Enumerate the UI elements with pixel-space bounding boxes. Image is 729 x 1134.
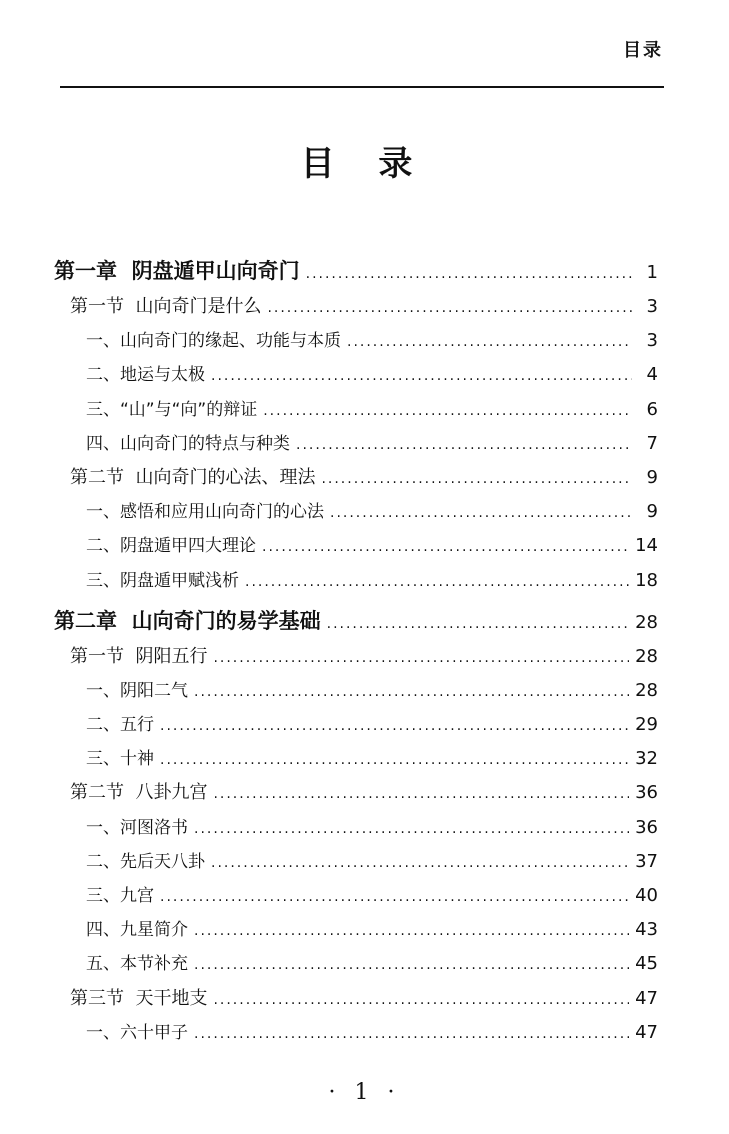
toc-label: 第一节 山向奇门是什么 (70, 296, 262, 317)
toc-item[interactable] (0, 845, 729, 879)
toc-page-number: 28 (635, 679, 658, 701)
toc-label: 一、六十甲子 (86, 1022, 188, 1043)
dot-leader (327, 605, 629, 643)
page-title: 目 录 (300, 144, 429, 184)
dot-leader (347, 325, 632, 359)
dot-leader (160, 743, 629, 777)
toc-item[interactable] (0, 324, 729, 358)
header-rule (60, 86, 664, 88)
toc-item[interactable] (0, 708, 729, 742)
dot-leader (211, 846, 629, 880)
dot-leader (211, 359, 632, 393)
toc-label: 一、感悟和应用山向奇门的心法 (86, 502, 324, 523)
dot-leader (160, 709, 629, 743)
dot-leader (321, 462, 632, 496)
dot-leader (330, 496, 632, 530)
toc-page-number: 36 (635, 816, 658, 838)
toc-item[interactable] (0, 358, 729, 392)
dot-leader (160, 880, 629, 914)
dot-leader (213, 641, 629, 675)
running-head-title: 目录 (623, 40, 663, 61)
toc-item[interactable] (0, 879, 729, 913)
dot-leader (296, 428, 632, 462)
toc-label: 二、阴盘遁甲四大理论 (86, 536, 256, 557)
toc-label: 五、本节补充 (86, 954, 188, 975)
toc-section[interactable] (0, 776, 729, 810)
toc-page-number: 4 (646, 364, 658, 386)
toc-chapter[interactable] (0, 252, 729, 290)
toc-label: 二、地运与太极 (86, 365, 205, 386)
dot-leader (194, 948, 629, 982)
toc-item[interactable] (0, 947, 729, 981)
toc-label: 第一章 阴盘遁甲山向奇门 (54, 259, 300, 283)
dot-leader (194, 812, 629, 846)
toc-page-number: 9 (646, 466, 658, 488)
toc-label: 四、山向奇门的特点与种类 (86, 433, 290, 454)
dot-leader (194, 1017, 629, 1051)
toc-item[interactable] (0, 1016, 729, 1050)
dot-leader (194, 675, 629, 709)
toc-label: 第一节 阴阳五行 (70, 645, 208, 667)
dot-leader (262, 530, 629, 564)
toc-section[interactable] (0, 461, 729, 495)
toc-page-number: 14 (635, 535, 658, 557)
toc-item[interactable] (0, 564, 729, 598)
toc-page-number: 29 (635, 714, 658, 736)
toc-label: 四、九星简介 (86, 920, 188, 941)
toc-item[interactable] (0, 674, 729, 708)
toc-page-number: 3 (646, 296, 658, 317)
dot-leader (306, 255, 632, 293)
dot-leader (245, 565, 629, 599)
toc-page-number: 45 (635, 953, 658, 975)
toc-page-number: 37 (635, 850, 658, 872)
toc-item[interactable] (0, 393, 729, 427)
toc-label: 二、五行 (86, 715, 154, 736)
toc-label: 第三节 天干地支 (70, 987, 208, 1009)
toc-item[interactable] (0, 742, 729, 776)
toc-label: 三、九宫 (86, 886, 154, 906)
toc-label: 第二节 山向奇门的心法、理法 (70, 466, 316, 488)
page-number-footer: · 1 · (328, 1080, 401, 1105)
toc-item[interactable] (0, 529, 729, 563)
dot-leader (213, 777, 629, 811)
toc-label: 一、阴阳二气 (86, 680, 188, 701)
toc-label: 第二章 山向奇门的易学基础 (54, 608, 321, 633)
toc-label: 一、山向奇门的缘起、功能与本质 (86, 331, 341, 352)
toc-page-number: 40 (635, 885, 658, 906)
toc-item[interactable] (0, 427, 729, 461)
toc-item[interactable] (0, 913, 729, 947)
toc-label: 三、十神 (86, 749, 154, 770)
toc-page-number: 43 (635, 919, 658, 941)
dot-leader (213, 983, 629, 1017)
toc-page-number: 47 (635, 1021, 658, 1043)
toc-page-number: 18 (635, 569, 658, 591)
toc-label: 一、河图洛书 (86, 817, 188, 838)
toc-label: 三、“山”与“向”的辩证 (86, 399, 258, 420)
toc-label: 第二节 八卦九宫 (70, 782, 208, 804)
toc-page-number: 7 (646, 432, 658, 454)
dot-leader (267, 291, 632, 325)
toc-section[interactable] (0, 982, 729, 1016)
toc-section[interactable] (0, 640, 729, 674)
toc-page-number: 28 (635, 611, 658, 633)
dot-leader (263, 394, 632, 428)
toc-chapter[interactable] (0, 602, 729, 640)
toc-page-number: 6 (646, 398, 658, 420)
toc-page-number: 9 (646, 501, 658, 523)
toc-item[interactable] (0, 495, 729, 529)
toc-page-number: 3 (646, 330, 658, 352)
toc-label: 二、先后天八卦 (86, 851, 205, 872)
toc-page-number: 32 (635, 748, 658, 770)
toc-page-number: 28 (635, 645, 658, 667)
toc-page-number: 1 (646, 262, 658, 283)
toc-item[interactable] (0, 811, 729, 845)
toc-page-number: 47 (635, 987, 658, 1009)
toc-label: 三、阴盘遁甲赋浅析 (86, 570, 239, 591)
toc-section[interactable] (0, 290, 729, 324)
dot-leader (194, 914, 629, 948)
toc-page-number: 36 (635, 782, 658, 804)
table-of-contents (0, 252, 729, 1050)
